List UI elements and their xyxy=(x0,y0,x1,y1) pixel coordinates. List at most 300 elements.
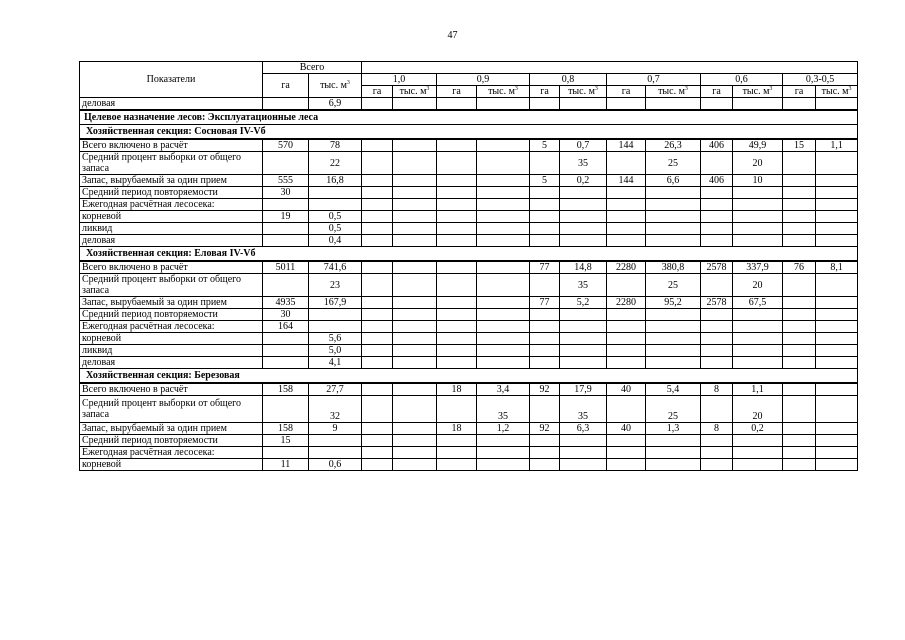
table-cell xyxy=(362,223,393,235)
table-cell xyxy=(560,357,607,369)
table-cell xyxy=(477,435,530,447)
table-cell xyxy=(393,357,437,369)
table-cell xyxy=(783,98,816,111)
table-cell xyxy=(362,383,393,396)
table-row xyxy=(80,447,858,459)
table-cell xyxy=(783,199,816,211)
header-group: 0,8 xyxy=(530,74,607,86)
table-cell xyxy=(816,274,858,297)
table-cell xyxy=(362,297,393,309)
table-cell xyxy=(560,345,607,357)
table-cell xyxy=(607,309,646,321)
table-cell xyxy=(362,139,393,152)
table-cell: 9 xyxy=(309,423,362,435)
row-label: Всего включено в расчёт xyxy=(80,383,263,396)
table-cell: 20 xyxy=(733,152,783,175)
table-cell xyxy=(477,309,530,321)
table-cell: 6,3 xyxy=(560,423,607,435)
table-cell xyxy=(607,199,646,211)
table-cell xyxy=(733,223,783,235)
table-cell xyxy=(701,187,733,199)
table-cell xyxy=(701,211,733,223)
header-total-ha: га xyxy=(263,74,309,98)
table-cell xyxy=(701,309,733,321)
table-cell xyxy=(607,98,646,111)
table-cell xyxy=(646,235,701,247)
table-cell xyxy=(477,447,530,459)
table-cell xyxy=(437,396,477,423)
table-cell: 15 xyxy=(783,139,816,152)
table-cell xyxy=(263,357,309,369)
table-cell xyxy=(393,423,437,435)
header-total-m3: тыс. $м^3$ xyxy=(309,74,362,98)
table-cell xyxy=(560,211,607,223)
table-cell xyxy=(309,435,362,447)
subheader-m3: тыс. $м^3$ xyxy=(733,86,783,98)
table-cell xyxy=(437,345,477,357)
table-cell: 40 xyxy=(607,383,646,396)
table-cell xyxy=(393,139,437,152)
header-group: 1,0 xyxy=(362,74,437,86)
table-cell: 40 xyxy=(607,423,646,435)
table-cell xyxy=(393,297,437,309)
row-label: корневой xyxy=(80,459,263,471)
subheader-ha: га xyxy=(362,86,393,98)
table-cell xyxy=(646,98,701,111)
subheader-m3: тыс. $м^3$ xyxy=(646,86,701,98)
table-cell xyxy=(607,235,646,247)
table-cell: 25 xyxy=(646,274,701,297)
table-cell: 10 xyxy=(733,175,783,187)
table-cell xyxy=(816,447,858,459)
table-cell xyxy=(263,235,309,247)
table-cell xyxy=(530,333,560,345)
table-cell xyxy=(362,98,393,111)
table-cell: 4,1 xyxy=(309,357,362,369)
table-row xyxy=(80,175,858,187)
table-cell: 2280 xyxy=(607,261,646,274)
table-cell xyxy=(362,274,393,297)
table-cell xyxy=(816,199,858,211)
section-title: Хозяйственная секция: Березовая xyxy=(80,369,858,384)
table-cell xyxy=(646,199,701,211)
table-cell xyxy=(816,223,858,235)
table-cell xyxy=(783,423,816,435)
table-cell: 741,6 xyxy=(309,261,362,274)
table-cell: 5,2 xyxy=(560,297,607,309)
table-cell xyxy=(362,211,393,223)
header-group: 0,9 xyxy=(437,74,530,86)
table-cell xyxy=(362,261,393,274)
table-cell xyxy=(701,235,733,247)
table-cell: 77 xyxy=(530,297,560,309)
table-cell xyxy=(263,447,309,459)
table-cell xyxy=(816,98,858,111)
table-cell xyxy=(477,139,530,152)
subheader-ha: га xyxy=(530,86,560,98)
table-cell: 19 xyxy=(263,211,309,223)
table-cell: 555 xyxy=(263,175,309,187)
table-cell xyxy=(393,383,437,396)
table-cell: 35 xyxy=(560,396,607,423)
table-cell: 8 xyxy=(701,423,733,435)
row-label: деловая xyxy=(80,235,263,247)
table-cell xyxy=(393,199,437,211)
table-cell xyxy=(701,345,733,357)
table-cell xyxy=(733,333,783,345)
table-cell xyxy=(607,223,646,235)
subheader-ha: га xyxy=(437,86,477,98)
table-cell: 5011 xyxy=(263,261,309,274)
table-cell xyxy=(646,345,701,357)
table-cell: 8,1 xyxy=(816,261,858,274)
table-cell: 1,2 xyxy=(477,423,530,435)
table-cell xyxy=(560,199,607,211)
row-label: Запас, вырубаемый за один прием xyxy=(80,297,263,309)
subheader-m3: тыс. $м^3$ xyxy=(560,86,607,98)
table-cell xyxy=(530,211,560,223)
table-cell xyxy=(477,98,530,111)
forest-table xyxy=(79,61,858,471)
table-cell xyxy=(263,333,309,345)
table-cell xyxy=(783,383,816,396)
table-cell xyxy=(263,274,309,297)
table-cell: 0,6 xyxy=(309,459,362,471)
table-cell xyxy=(733,187,783,199)
table-row xyxy=(80,199,858,211)
table-cell: 3,4 xyxy=(477,383,530,396)
table-cell xyxy=(607,274,646,297)
table-cell xyxy=(437,274,477,297)
table-cell xyxy=(309,187,362,199)
table-row xyxy=(80,235,858,247)
table-cell: 406 xyxy=(701,139,733,152)
table-cell xyxy=(530,459,560,471)
table-row xyxy=(80,187,858,199)
table-cell xyxy=(733,199,783,211)
table-cell: 1,3 xyxy=(646,423,701,435)
table-cell xyxy=(560,187,607,199)
table-cell xyxy=(816,235,858,247)
table-row xyxy=(80,139,858,152)
table-cell xyxy=(393,175,437,187)
table-row xyxy=(80,211,858,223)
table-cell: 0,2 xyxy=(560,175,607,187)
table-cell xyxy=(783,459,816,471)
table-cell xyxy=(437,223,477,235)
table-cell xyxy=(362,396,393,423)
table-cell xyxy=(783,175,816,187)
table-row xyxy=(80,309,858,321)
table-cell: 158 xyxy=(263,423,309,435)
table-cell: 380,8 xyxy=(646,261,701,274)
table-cell: 23 xyxy=(309,274,362,297)
row-label: Средний период повторяемости xyxy=(80,309,263,321)
table-cell xyxy=(783,187,816,199)
table-cell: 77 xyxy=(530,261,560,274)
table-cell xyxy=(733,459,783,471)
header-total: Всего xyxy=(263,62,362,74)
table-cell xyxy=(560,309,607,321)
table-cell xyxy=(437,187,477,199)
table-cell: 2578 xyxy=(701,261,733,274)
row-label: Средний процент выборки от общего запаса xyxy=(80,152,263,175)
table-cell xyxy=(701,435,733,447)
table-cell xyxy=(783,435,816,447)
table-cell xyxy=(477,199,530,211)
table-cell xyxy=(560,447,607,459)
subheader-ha: га xyxy=(607,86,646,98)
table-cell: 144 xyxy=(607,175,646,187)
table-cell: 5 xyxy=(530,139,560,152)
header-blank xyxy=(362,62,858,74)
table-cell xyxy=(783,152,816,175)
table-cell xyxy=(646,187,701,199)
table-cell xyxy=(362,175,393,187)
table-cell xyxy=(437,211,477,223)
table-cell xyxy=(783,274,816,297)
table-cell xyxy=(437,175,477,187)
row-label: Всего включено в расчёт xyxy=(80,261,263,274)
table-cell xyxy=(477,235,530,247)
table-cell xyxy=(437,357,477,369)
table-cell xyxy=(816,175,858,187)
table-cell xyxy=(393,261,437,274)
table-cell xyxy=(530,321,560,333)
row-label: Ежегодная расчётная лесосека: xyxy=(80,321,263,333)
table-cell xyxy=(733,345,783,357)
table-cell xyxy=(701,152,733,175)
table-cell xyxy=(783,321,816,333)
table-cell: 164 xyxy=(263,321,309,333)
table-cell xyxy=(733,211,783,223)
row-label: Средний процент выборки от общего запаса xyxy=(80,274,263,297)
table-cell: 14,8 xyxy=(560,261,607,274)
table-cell xyxy=(530,187,560,199)
table-cell xyxy=(362,435,393,447)
table-cell xyxy=(362,187,393,199)
table-cell xyxy=(816,396,858,423)
section-title: Целевое назначение лесов: Эксплуатационные леса xyxy=(80,110,858,125)
table-cell xyxy=(393,435,437,447)
row-label: ликвид xyxy=(80,223,263,235)
table-cell xyxy=(646,309,701,321)
table-cell: 15 xyxy=(263,435,309,447)
table-cell xyxy=(309,199,362,211)
table-cell xyxy=(362,152,393,175)
table-cell: 0,5 xyxy=(309,211,362,223)
table-cell xyxy=(816,297,858,309)
table-cell: 35 xyxy=(477,396,530,423)
table-cell xyxy=(530,309,560,321)
table-cell xyxy=(437,309,477,321)
table-cell xyxy=(816,152,858,175)
table-cell xyxy=(393,187,437,199)
table-cell xyxy=(646,435,701,447)
table-cell: 35 xyxy=(560,152,607,175)
table-cell xyxy=(733,357,783,369)
table-cell xyxy=(477,211,530,223)
table-cell: 67,5 xyxy=(733,297,783,309)
table-cell: 337,9 xyxy=(733,261,783,274)
table-cell: 6,9 xyxy=(309,98,362,111)
table-cell: 2578 xyxy=(701,297,733,309)
table-cell: 11 xyxy=(263,459,309,471)
table-cell xyxy=(783,357,816,369)
table-cell: 167,9 xyxy=(309,297,362,309)
table-cell xyxy=(477,357,530,369)
table-cell xyxy=(309,309,362,321)
table-cell xyxy=(393,152,437,175)
table-cell xyxy=(263,98,309,111)
table-cell xyxy=(733,98,783,111)
table-cell: 32 xyxy=(309,396,362,423)
table-cell: 1,1 xyxy=(733,383,783,396)
table-row xyxy=(80,459,858,471)
table-cell xyxy=(816,435,858,447)
table-cell: 5,4 xyxy=(646,383,701,396)
table-cell xyxy=(816,309,858,321)
table-cell xyxy=(477,297,530,309)
table-cell xyxy=(530,274,560,297)
table-cell xyxy=(477,187,530,199)
table-cell xyxy=(437,459,477,471)
row-label: Средний период повторяемости xyxy=(80,187,263,199)
table-cell xyxy=(477,175,530,187)
row-label: корневой xyxy=(80,211,263,223)
table-cell xyxy=(530,345,560,357)
row-label: Ежегодная расчётная лесосека: xyxy=(80,199,263,211)
table-cell xyxy=(783,211,816,223)
table-cell xyxy=(733,235,783,247)
table-cell xyxy=(362,309,393,321)
table-cell xyxy=(783,223,816,235)
table-cell: 25 xyxy=(646,152,701,175)
table-cell: 144 xyxy=(607,139,646,152)
table-cell xyxy=(816,345,858,357)
table-cell xyxy=(607,333,646,345)
table-cell xyxy=(393,447,437,459)
table-cell xyxy=(816,383,858,396)
table-cell xyxy=(263,199,309,211)
table-row xyxy=(80,223,858,235)
subheader-m3: тыс. $м^3$ xyxy=(393,86,437,98)
table-cell: 6,6 xyxy=(646,175,701,187)
row-label: деловая xyxy=(80,357,263,369)
table-cell: 25 xyxy=(646,396,701,423)
table-cell: 4935 xyxy=(263,297,309,309)
table-cell: 0,5 xyxy=(309,223,362,235)
table-cell xyxy=(437,139,477,152)
table-cell: 95,2 xyxy=(646,297,701,309)
table-cell: 26,3 xyxy=(646,139,701,152)
table-cell xyxy=(607,447,646,459)
row-label: Запас, вырубаемый за один прием xyxy=(80,423,263,435)
table-cell xyxy=(362,199,393,211)
row-label: Средний период повторяемости xyxy=(80,435,263,447)
table-cell xyxy=(560,98,607,111)
table-row xyxy=(80,345,858,357)
table-cell xyxy=(646,223,701,235)
table-cell: 20 xyxy=(733,396,783,423)
table-cell: 78 xyxy=(309,139,362,152)
table-cell: 92 xyxy=(530,423,560,435)
table-cell: 92 xyxy=(530,383,560,396)
table-cell: 27,7 xyxy=(309,383,362,396)
row-label: Средний процент выборки от общего запаса xyxy=(80,396,263,423)
table-cell xyxy=(477,459,530,471)
table-cell xyxy=(701,98,733,111)
table-cell xyxy=(530,152,560,175)
table-cell xyxy=(263,223,309,235)
table-cell xyxy=(646,211,701,223)
table-cell: 2280 xyxy=(607,297,646,309)
row-label: корневой xyxy=(80,333,263,345)
table-cell xyxy=(733,435,783,447)
table-cell: 158 xyxy=(263,383,309,396)
table-cell: 18 xyxy=(437,423,477,435)
table-cell: 18 xyxy=(437,383,477,396)
table-cell xyxy=(701,396,733,423)
subheader-m3: тыс. $м^3$ xyxy=(816,86,858,98)
table-cell: 5 xyxy=(530,175,560,187)
table-cell: 8 xyxy=(701,383,733,396)
table-cell xyxy=(607,321,646,333)
table-cell xyxy=(607,459,646,471)
table-cell xyxy=(437,152,477,175)
row-label: ликвид xyxy=(80,345,263,357)
table-cell xyxy=(393,211,437,223)
table-cell xyxy=(783,309,816,321)
table-cell xyxy=(393,309,437,321)
page-number: 47 xyxy=(447,30,458,41)
subheader-ha: га xyxy=(701,86,733,98)
table-cell xyxy=(560,435,607,447)
table-row xyxy=(80,423,858,435)
table-cell: 0,4 xyxy=(309,235,362,247)
table-cell: 35 xyxy=(560,274,607,297)
table-cell xyxy=(783,345,816,357)
table-cell xyxy=(309,447,362,459)
table-row xyxy=(80,297,858,309)
table-cell xyxy=(560,333,607,345)
table-cell xyxy=(816,187,858,199)
table-cell xyxy=(530,235,560,247)
table-cell xyxy=(362,235,393,247)
table-cell xyxy=(560,235,607,247)
table-cell xyxy=(437,321,477,333)
section-row xyxy=(80,369,858,384)
table-cell: 30 xyxy=(263,187,309,199)
table-cell xyxy=(560,321,607,333)
table-cell xyxy=(607,345,646,357)
table-cell xyxy=(477,152,530,175)
table-cell: 17,9 xyxy=(560,383,607,396)
section-row xyxy=(80,110,858,125)
table-cell xyxy=(393,345,437,357)
table-cell xyxy=(530,223,560,235)
table-cell xyxy=(437,435,477,447)
table-cell xyxy=(437,447,477,459)
table-cell xyxy=(783,333,816,345)
table-cell xyxy=(701,199,733,211)
table-row xyxy=(80,98,858,111)
table-cell xyxy=(477,345,530,357)
table-cell: 30 xyxy=(263,309,309,321)
table-cell xyxy=(393,223,437,235)
table-row xyxy=(80,357,858,369)
table-cell xyxy=(437,261,477,274)
